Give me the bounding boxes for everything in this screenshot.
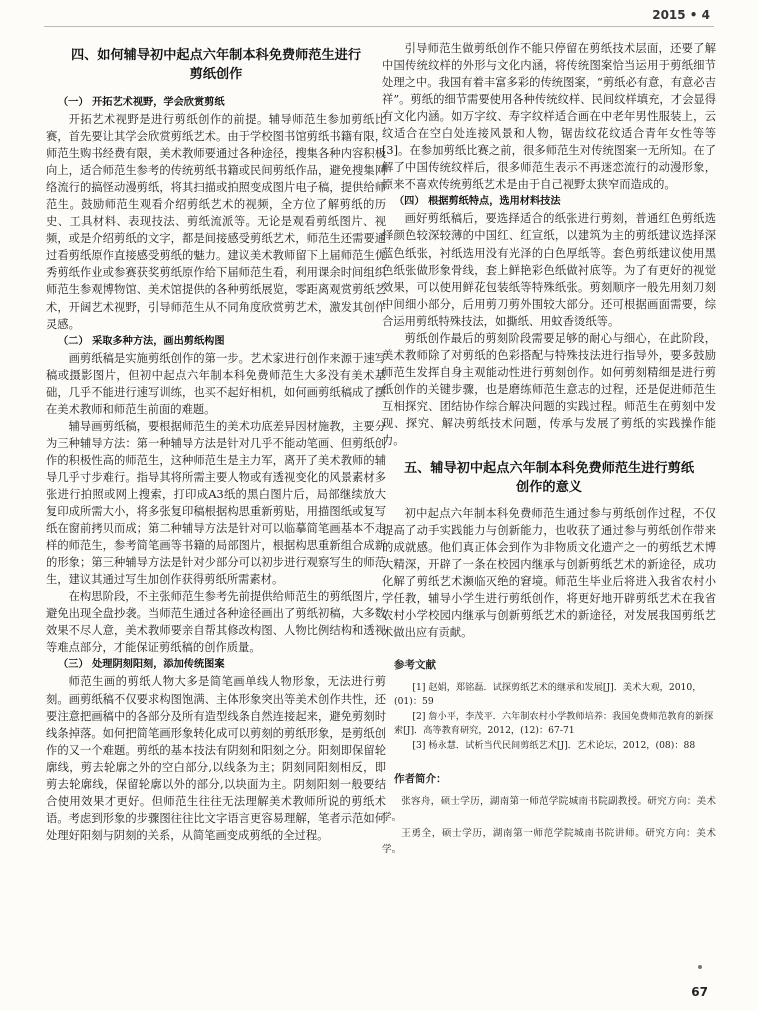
- author-bio-title: 作者简介：: [394, 773, 447, 785]
- paragraph-drafting-methods: 辅导画剪纸稿，要根据师范生的美术功底差异因材施教，主要分为三种辅导方法：第一种辅导方法是针对几乎不能动笔画、但剪纸创作的积极性高的师范生，这种师范生是主力军，离开了美术教师的辅导几乎寸步难行。指导其将所需主要人物或有透视变化的风景素材多张进行拍照或网上搜索，打印成A3纸的黑白图片后，局部继续放大复印成所需大小，将多张复印稿根据构思重新剪贴，用描图纸或复写纸在窗前拷贝而成；第二种辅导方法是针对可以临摹简笔画基本不走样的师范生，参考简笔画等书籍的局部图片，根据构思重新组合成新的形象；第三种辅导方法是针对少部分可以初步进行观察写生的师范生，建议其通过写生加创作获得剪纸所需素材。: [46, 419, 386, 587]
- paragraph-traditional-patterns: 引导师范生做剪纸创作不能只停留在剪纸技术层面，还要了解中国传统纹样的外形与文化内涵，将传统图案恰当运用于剪纸细节处理之中。我国有着丰富多彩的传统图案，“剪纸必有意，有意必吉祥”。剪纸的细节需要使用各种传统纹样、民间纹样填充，才会显得有文化内涵。如万字纹、寿字纹样适合画在中老年男性服装上，云纹适合在空白处连接风景和人物，锯齿纹花纹适合青年女性等等[3]。在参加剪纸比赛之前，很多师范生对传统图案一无所知。在了解了中国传统纹样后，很多师范生表示不再迷恋流行的动漫形象，原来不喜欢传统剪纸艺术是由于自己视野太狭窄而造成的。: [382, 42, 716, 192]
- reference-item: [1] 赵娟，郑铭磊．试探剪纸艺术的继承和发展[J]．美术大观，2010，(01)：59: [394, 681, 702, 707]
- section4-title: [46, 46, 386, 84]
- subsection3-heading: [46, 656, 386, 673]
- paragraph-significance: 初中起点六年制本科免费师范生通过参与剪纸创作过程，不仅提高了动手实践能力与创新能力，也收获了通过参与剪纸创作带来的成就感。他们真正体会到作为非物质文化遗产之一的剪纸艺术博大精深，开辟了一条在校园内继承与创新剪纸艺术的新途径，成功化解了剪纸艺术濒临灭绝的窘境。师范生毕业后将进入我省农村小学任教，辅导小学生进行剪纸创作，将更好地开辟剪纸艺术在我省农村小学校园内继承与创新剪纸艺术的新途径，对发展我国剪纸艺术做出应有贡献。: [382, 507, 716, 640]
- paragraph-final-carving: 剪纸创作最后的剪刻阶段需要足够的耐心与细心，在此阶段，美术教师除了对剪纸的色彩搭配与特殊技法进行指导外，要多鼓励师范生发挥自身主观能动性进行剪刻创作。如何剪刻精细是进行剪纸创作的关键步骤，也是磨练师范生意志的过程，还是促进师范生互相探究、团结协作综合解决问题的实践过程。师范生在剪刻中发现、探究、解决剪纸技术问题，传承与发展了剪纸的实践操作能力。: [382, 331, 716, 448]
- author-bio: 王勇全，硕士学历，湖南第一师范学院城南书院讲师。研究方向：美术学。: [382, 828, 716, 856]
- section5-title: [382, 459, 716, 497]
- left-column: [46, 40, 386, 844]
- paragraph-drafting-intro: 画剪纸稿是实施剪纸创作的第一步。艺术家进行创作来源于速写稿或摄影图片，但初中起点六年制本科免费师范生大多没有美术基础，几乎不能进行速写训练，也买不起好相机，如何画剪纸稿成了摆在美术教师和师范生前面的难题。: [46, 351, 386, 416]
- footer-dot: [698, 965, 702, 969]
- right-column: [382, 40, 716, 858]
- header-rule: [44, 26, 714, 27]
- paragraph-vision: 开拓艺术视野是进行剪纸创作的前提。辅导师范生参加剪纸比赛，首先要让其学会欣赏剪纸艺术。由于学校图书馆剪纸书籍有限，师范生购书经费有限，美术教师要通过各种途径，搜集各种内容积极向上，适合师范生参考的传统剪纸书籍或民间剪纸作品，避免搜集网络流行的搞怪动漫剪纸，将其扫描或拍照变成图片电子稿，提供给师范生。鼓励师范生观看介绍剪纸艺术的视频，全方位了解剪纸的历史、工具材料、表现技法、剪纸流派等。无论是观看剪纸图片、视频，或是介绍剪纸的文字，都是间接感受剪纸艺术，师范生还需要通过看剪纸原作直接感受剪纸的魅力。建议美术教师留下上届师范生优秀剪纸作业或参赛获奖剪纸原作给下届师范生看，利用课余时间组织师范生参观博物馆、美术馆提供的各种剪纸展览，零距离观赏剪纸艺术，开阔艺术视野，引导师范生从不同角度欣赏剪艺术，激发其创作灵感。: [46, 113, 386, 331]
- paragraph-drafting-revision: 在构思阶段，不主张师范生参考先前提供给师范生的剪纸图片，避免出现全盘抄袭。当师范生通过各种途径画出了剪纸初稿，大多数效果不尽人意，美术教师要亲自帮其修改构图、人物比例结构和透视等难点部分，才能保证剪纸稿的创作质量。: [46, 590, 386, 655]
- author-bio: 张容舟，硕士学历，湖南第一师范学院城南书院副教授。研究方向：美术学。: [382, 796, 716, 824]
- reference-item: [2] 詹小平，李茂平．六年制农村小学教师培养：我国免费师范教育的新探索[J]．高等教育研究，2012，(12)：67-71: [394, 710, 714, 736]
- paragraph-carving-technique: 师范生画的剪纸人物大多是简笔画单线人物形象，无法进行剪刻。画剪纸稿不仅要求构图饱满、主体形象突出等美术创作共性，还要注意把画稿中的各部分及所有造型线条自然连接起来，避免剪刻时线条掉落。如何把简笔画形象转化成可以剪刻的剪纸形象，是剪纸创作的又一个难题。剪纸的基本技法有阴刻和阳刻之分。阳刻即保留轮廓线，剪去轮廓之外的空白部分,以线条为主；阴刻同阳刻相反，即剪去轮廓线，保留轮廓以外的部分,以块面为主。阴刻阳刻一般要结合使用效果才更好。但师范生往往无法理解美术教师所说的剪纸术语。考虑到形象的步骤图往往比文字语言更容易理解，笔者示范如何处理好阳刻与阴刻的关系，从简笔画变成剪纸的全过程。: [46, 675, 386, 842]
- subsection4-label: （四） 根据剪纸特点，选用材料技法: [394, 195, 561, 208]
- section4-title-line1: 四、如何辅导初中起点六年制本科免费师范生进行: [70, 48, 362, 63]
- subsection2-label: （二） 采取多种方法，画出剪纸构图: [58, 334, 225, 347]
- reference-item: [3] 杨永慧．试析当代民间剪纸艺术[J]．艺术论坛，2012，(08)：88: [412, 739, 696, 751]
- subsection2-heading: [46, 333, 386, 350]
- section5-title-line2: 创作的意义: [516, 480, 582, 496]
- paragraph-materials: 画好剪纸稿后，要选择适合的纸张进行剪刻，普通红色剪纸选择颜色较深较薄的中国红、红宣纸，以建筑为主的剪纸建议选择深蓝色纸张，衬纸选用没有光泽的白色厚纸等。套色剪纸建议使用黑色纸张做形象骨线，套上鲜艳彩色纸做衬底等。为了有更好的视觉效果，可以使用鲜花包装纸等特殊纸张。剪刻顺序一般先用刻刀刻中间细小部分，后用剪刀剪外围较大部分。还可根据画面需要，综合运用剪纸特殊技法，如撕纸、用蚊香烫纸等。: [382, 212, 716, 328]
- page-number: 67: [691, 985, 708, 999]
- section4-title-line2: 剪纸创作: [189, 67, 243, 82]
- subsection1-label: （一） 开拓艺术视野，学会欣赏剪纸: [58, 96, 225, 108]
- issue-label: 2015 • 4: [652, 8, 710, 22]
- subsection3-label: （三） 处理阴刻阳刻，添加传统图案: [58, 658, 225, 671]
- subsection1-heading: [46, 94, 386, 111]
- subsection4-heading: [382, 193, 716, 210]
- section5-title-line1: 五、辅导初中起点六年制本科免费师范生进行剪纸: [403, 461, 695, 477]
- references-title: 参考文献: [394, 659, 436, 672]
